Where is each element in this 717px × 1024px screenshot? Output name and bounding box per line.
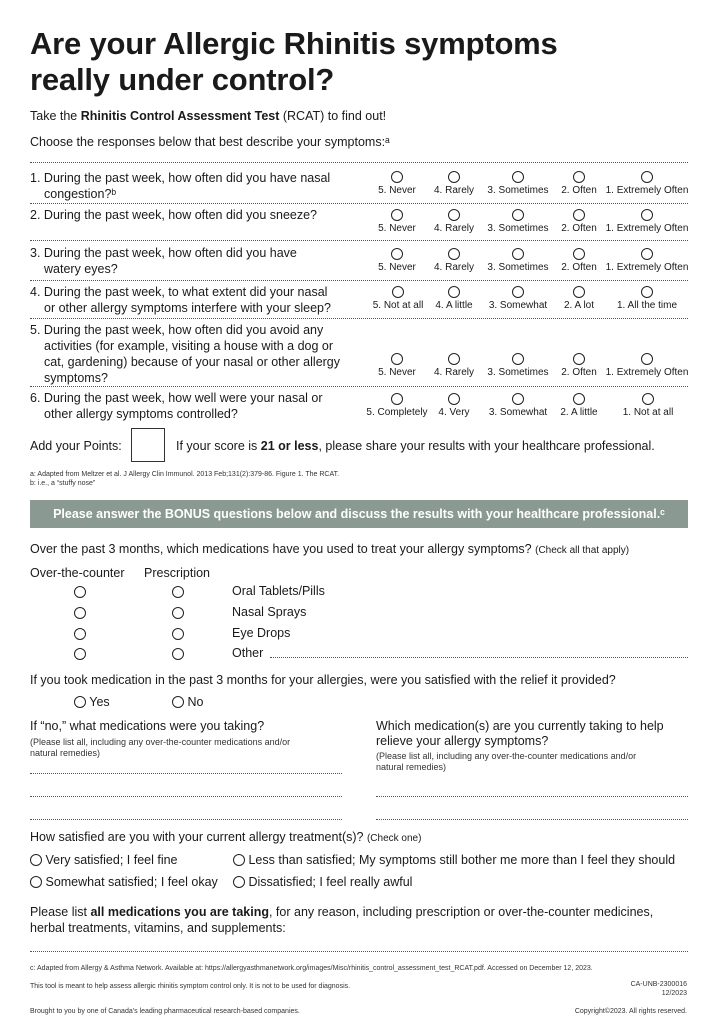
option-label: 2. Often: [561, 185, 597, 196]
disclaimer: This tool is meant to help assess allergic rhinitis symptom control only. It is not to be used for diagnosis.: [30, 983, 351, 990]
q2-option-sometimes[interactable]: [485, 209, 551, 234]
question-3: [30, 245, 360, 277]
question-text-cont: or other allergy symptoms interfere with your sleep?: [44, 301, 331, 315]
row-label-oral: Oral Tablets/Pills: [232, 584, 325, 598]
option-label: Dissatisfied; I feel really awful: [248, 875, 413, 889]
radio-button-icon[interactable]: [74, 607, 86, 619]
q6-option-a-little[interactable]: [554, 393, 604, 418]
option-label: 4. Rarely: [433, 185, 474, 196]
other-fill-line[interactable]: [270, 657, 688, 658]
option-label: 4. Very: [438, 407, 470, 418]
option-label: 5. Completely: [366, 407, 428, 418]
divider: [30, 386, 688, 387]
bonus2-question: If you took medication in the past 3 months for your allergies, were you satisfied with the relief it provided?: [30, 673, 616, 687]
intro-test-name: Rhinitis Control Assessment Test: [80, 109, 280, 123]
q6-option-completely[interactable]: [364, 393, 430, 418]
bonus1-hint: (Check all that apply): [535, 545, 630, 556]
q1-option-often[interactable]: [556, 171, 602, 196]
radio-button-icon[interactable]: [172, 628, 184, 640]
option-label: 4. Rarely: [433, 262, 474, 273]
question-text-cont: congestion?ᵇ: [44, 187, 117, 201]
option-label: Less than satisfied; My symptoms still bother me more than I feel they should: [248, 853, 676, 867]
option-label: 1. Extremely Often: [605, 223, 689, 234]
question-text: During the past week, how often did you have: [43, 246, 297, 260]
radio-button-icon[interactable]: [573, 353, 585, 365]
hint-line: natural remedies): [376, 762, 447, 772]
right-answer-line[interactable]: [376, 819, 688, 820]
page-title-line1: Are your Allergic Rhinitis symptoms: [30, 26, 558, 61]
question-2: [30, 207, 360, 223]
radio-button-icon[interactable]: [74, 648, 86, 660]
radio-button-icon[interactable]: [172, 696, 184, 708]
option-label: 5. Not at all: [372, 300, 424, 311]
hint-line: (Please list all, including any over-the-counter medications and/or: [30, 737, 291, 747]
option-label: 3. Somewhat: [488, 300, 548, 311]
rx-other-checkbox[interactable]: [172, 647, 184, 665]
radio-button-icon[interactable]: [391, 171, 403, 183]
points-input-box[interactable]: [131, 428, 165, 462]
q2-option-extremely-often[interactable]: [603, 209, 691, 234]
doc-date: 12/2023: [661, 990, 687, 997]
radio-button-icon[interactable]: [448, 393, 460, 405]
q5-option-often[interactable]: [556, 353, 602, 378]
rx-nasal-checkbox[interactable]: [172, 606, 184, 624]
radio-button-icon[interactable]: [448, 171, 460, 183]
bonus3-left-hint: [30, 737, 290, 759]
radio-button-icon[interactable]: [233, 876, 245, 888]
option-label: 1. Extremely Often: [605, 185, 689, 196]
radio-button-icon[interactable]: [512, 171, 524, 183]
question-text-cont: activities (for example, visiting a house with a dog or: [44, 339, 334, 353]
option-label: 2. A lot: [563, 300, 595, 311]
points-label: Add your Points:: [30, 439, 122, 453]
option-label: 3. Sometimes: [487, 367, 549, 378]
radio-button-icon[interactable]: [573, 248, 585, 260]
radio-button-icon[interactable]: [392, 286, 404, 298]
question-text-cont: cat, gardening) because of your nasal or other allergy: [44, 355, 341, 369]
option-label: 4. Rarely: [433, 223, 474, 234]
question-text-cont: symptoms?: [44, 371, 108, 385]
bonus1-question: [30, 542, 629, 556]
otc-oral-checkbox[interactable]: [74, 585, 86, 603]
q5-option-never[interactable]: [372, 353, 422, 378]
radio-button-icon[interactable]: [172, 607, 184, 619]
row-label-other: Other: [232, 646, 264, 660]
divider: [30, 162, 688, 163]
col-otc-header: Over-the-counter: [30, 566, 125, 580]
otc-other-checkbox[interactable]: [74, 647, 86, 665]
points-threshold: 21 or less: [260, 439, 319, 453]
bonus3-right-hint: [376, 751, 636, 773]
otc-nasal-checkbox[interactable]: [74, 606, 86, 624]
radio-button-icon[interactable]: [641, 171, 653, 183]
bonus5-question: [30, 904, 690, 936]
radio-button-icon[interactable]: [74, 696, 86, 708]
radio-button-icon[interactable]: [641, 248, 653, 260]
q6-option-somewhat[interactable]: [485, 393, 551, 418]
points-msg-prefix: If your score is: [176, 439, 261, 453]
left-answer-line[interactable]: [30, 773, 342, 774]
radio-button-icon[interactable]: [573, 209, 585, 221]
option-label: 3. Somewhat: [488, 407, 548, 418]
satisfaction-somewhat[interactable]: [30, 875, 218, 889]
intro-suffix: (RCAT) to find out!: [279, 109, 387, 123]
radio-button-icon[interactable]: [30, 876, 42, 888]
radio-button-icon[interactable]: [391, 248, 403, 260]
left-answer-line[interactable]: [30, 796, 342, 797]
intro-line: [30, 109, 386, 123]
radio-button-icon[interactable]: [641, 353, 653, 365]
page-title-line2: really under control?: [30, 62, 335, 97]
option-label: 5. Never: [378, 185, 416, 196]
bonus5-line2: herbal treatments, vitamins, and supplements:: [30, 921, 286, 935]
question-number: 1.: [30, 171, 41, 185]
question-text-cont: other allergy symptoms controlled?: [44, 407, 238, 421]
radio-button-icon[interactable]: [172, 648, 184, 660]
footnote-b: b: i.e., a “stuffy nose”: [30, 480, 96, 487]
divider: [30, 280, 688, 281]
satisfaction-dissatisfied[interactable]: [233, 875, 412, 889]
left-answer-line[interactable]: [30, 819, 342, 820]
option-label: 2. A little: [560, 407, 598, 418]
bonus3-right-title: [376, 719, 664, 749]
option-label: 2. Often: [561, 262, 597, 273]
title-line: Which medication(s) are you currently taking to help: [376, 719, 664, 733]
q3-option-often[interactable]: [556, 248, 602, 273]
q4-option-a-little[interactable]: [430, 286, 478, 311]
divider: [30, 318, 688, 319]
points-message: [176, 439, 655, 453]
question-5: [30, 322, 370, 386]
radio-button-icon[interactable]: [641, 286, 653, 298]
q4-option-somewhat[interactable]: [485, 286, 551, 311]
q2-option-never[interactable]: [372, 209, 422, 234]
q3-option-extremely-often[interactable]: [603, 248, 691, 273]
rx-oral-checkbox[interactable]: [172, 585, 184, 603]
hint-line: (Please list all, including any over-the-counter medications and/or: [376, 751, 637, 761]
q3-option-sometimes[interactable]: [485, 248, 551, 273]
question-text: During the past week, how well were your nasal or: [43, 391, 323, 405]
q5-option-extremely-often[interactable]: [603, 353, 691, 378]
q1-option-rarely[interactable]: [430, 171, 478, 196]
question-text: During the past week, to what extent did your nasal: [43, 285, 328, 299]
q1-option-never[interactable]: [372, 171, 422, 196]
bonus-banner: Please answer the BONUS questions below and discuss the results with your healthcare professional.ᶜ: [30, 500, 688, 528]
q4-option-not-at-all[interactable]: [368, 286, 428, 311]
q3-option-rarely[interactable]: [430, 248, 478, 273]
question-number: 6.: [30, 391, 41, 405]
satisfaction-very[interactable]: [30, 853, 178, 867]
col-prescription-header: Prescription: [144, 566, 210, 580]
hint-line: natural remedies): [30, 748, 101, 758]
doc-code: [631, 980, 687, 998]
footnote-a: a: Adapted from Meltzer et al. J Allergy Clin Immunol. 2013 Feb;131(2):379-86. Figure 1. The RCAT.: [30, 471, 340, 478]
q2-option-often[interactable]: [556, 209, 602, 234]
bonus4-hint: (Check one): [366, 833, 422, 844]
radio-button-icon[interactable]: [74, 586, 86, 598]
row-label-nasal: Nasal Sprays: [232, 605, 307, 619]
points-msg-suffix: , please share your results with your healthcare professional.: [318, 439, 655, 453]
radio-button-icon[interactable]: [30, 854, 42, 866]
question-number: 2.: [30, 208, 41, 222]
radio-button-icon[interactable]: [512, 393, 524, 405]
bonus4-question-text: How satisfied are you with your current allergy treatment(s)?: [30, 830, 364, 844]
option-label: 5. Never: [378, 262, 416, 273]
bonus5-bold: all medications you are taking: [90, 905, 269, 919]
question-text: During the past week, how often did you have nasal: [43, 171, 331, 185]
otc-eye-checkbox[interactable]: [74, 627, 86, 645]
brought-by: Brought to you by one of Canada's leading pharmaceutical research-based companies.: [30, 1008, 300, 1015]
radio-button-icon[interactable]: [448, 209, 460, 221]
radio-button-icon[interactable]: [448, 248, 460, 260]
divider: [30, 203, 688, 204]
bonus5-prefix: Please list: [30, 905, 91, 919]
bonus1-question-text: Over the past 3 months, which medications have you used to treat your allergy symptoms?: [30, 542, 532, 556]
q6-option-not-at-all[interactable]: [610, 393, 686, 418]
option-label: Somewhat satisfied; I feel okay: [45, 875, 218, 889]
q5-option-sometimes[interactable]: [485, 353, 551, 378]
option-label: 3. Sometimes: [487, 262, 549, 273]
radio-button-icon[interactable]: [641, 209, 653, 221]
no-label: No: [187, 695, 204, 709]
yes-label: Yes: [89, 695, 110, 709]
bonus3-left-title: If “no,” what medications were you taking?: [30, 719, 265, 733]
bonus5-suffix: , for any reason, including prescription or over-the-counter medicines,: [268, 905, 654, 919]
option-label: 5. Never: [378, 367, 416, 378]
row-label-eye: Eye Drops: [232, 626, 291, 640]
radio-button-icon[interactable]: [573, 286, 585, 298]
title-line: relieve your allergy symptoms?: [376, 734, 549, 748]
divider: [30, 240, 688, 241]
bonus4-question: [30, 830, 421, 844]
q6-option-very[interactable]: [432, 393, 476, 418]
radio-button-icon[interactable]: [448, 353, 460, 365]
radio-button-icon[interactable]: [573, 171, 585, 183]
radio-button-icon[interactable]: [642, 393, 654, 405]
radio-button-icon[interactable]: [391, 353, 403, 365]
footnote-c: c: Adapted from Allergy & Asthma Network. Available at: https://allergyasthmanetwork.org/images/Misc/rhinitis_control_assessment_test_RCAT.pdf. Accessed on December 12, 2023.: [30, 965, 593, 972]
q2-option-rarely[interactable]: [430, 209, 478, 234]
doc-code-id: CA-UNB-2300016: [630, 981, 687, 988]
yes-option[interactable]: [74, 695, 110, 709]
question-number: 5.: [30, 323, 41, 337]
q5-option-rarely[interactable]: [430, 353, 478, 378]
q3-option-never[interactable]: [372, 248, 422, 273]
medications-answer-line[interactable]: [30, 951, 688, 952]
right-answer-line[interactable]: [376, 796, 688, 797]
radio-button-icon[interactable]: [512, 209, 524, 221]
option-label: 4. A little: [435, 300, 473, 311]
no-option[interactable]: [172, 695, 203, 709]
page-title: [30, 26, 690, 98]
radio-button-icon[interactable]: [172, 586, 184, 598]
radio-button-icon[interactable]: [233, 854, 245, 866]
question-6: [30, 390, 370, 422]
question-number: 3.: [30, 246, 41, 260]
radio-button-icon[interactable]: [448, 286, 460, 298]
option-label: 1. Not at all: [622, 407, 674, 418]
radio-button-icon[interactable]: [573, 393, 585, 405]
option-label: 2. Often: [561, 223, 597, 234]
option-label: 3. Sometimes: [487, 185, 549, 196]
radio-button-icon[interactable]: [391, 209, 403, 221]
question-text-cont: watery eyes?: [44, 262, 118, 276]
q4-option-a-lot[interactable]: [556, 286, 602, 311]
choose-instruction: Choose the responses below that best describe your symptoms:ᵃ: [30, 135, 390, 149]
option-label: 2. Often: [561, 367, 597, 378]
option-label: 3. Sometimes: [487, 223, 549, 234]
question-4: [30, 284, 370, 316]
satisfaction-less[interactable]: [233, 853, 675, 867]
option-label: 1. Extremely Often: [605, 367, 689, 378]
question-text: During the past week, how often did you avoid any: [43, 323, 324, 337]
option-label: Very satisfied; I feel fine: [45, 853, 178, 867]
radio-button-icon[interactable]: [512, 353, 524, 365]
question-number: 4.: [30, 285, 41, 299]
q1-option-sometimes[interactable]: [485, 171, 551, 196]
radio-button-icon[interactable]: [74, 628, 86, 640]
rx-eye-checkbox[interactable]: [172, 627, 184, 645]
radio-button-icon[interactable]: [512, 286, 524, 298]
radio-button-icon[interactable]: [391, 393, 403, 405]
q4-option-all-the-time[interactable]: [603, 286, 691, 311]
option-label: 5. Never: [378, 223, 416, 234]
radio-button-icon[interactable]: [512, 248, 524, 260]
option-label: 1. All the time: [616, 300, 678, 311]
q1-option-extremely-often[interactable]: [603, 171, 691, 196]
option-label: 4. Rarely: [433, 367, 474, 378]
option-label: 1. Extremely Often: [605, 262, 689, 273]
question-1: [30, 170, 360, 202]
question-text: During the past week, how often did you sneeze?: [43, 208, 318, 222]
intro-prefix: Take the: [30, 109, 81, 123]
copyright: Copyright©2023. All rights reserved.: [574, 1008, 687, 1015]
